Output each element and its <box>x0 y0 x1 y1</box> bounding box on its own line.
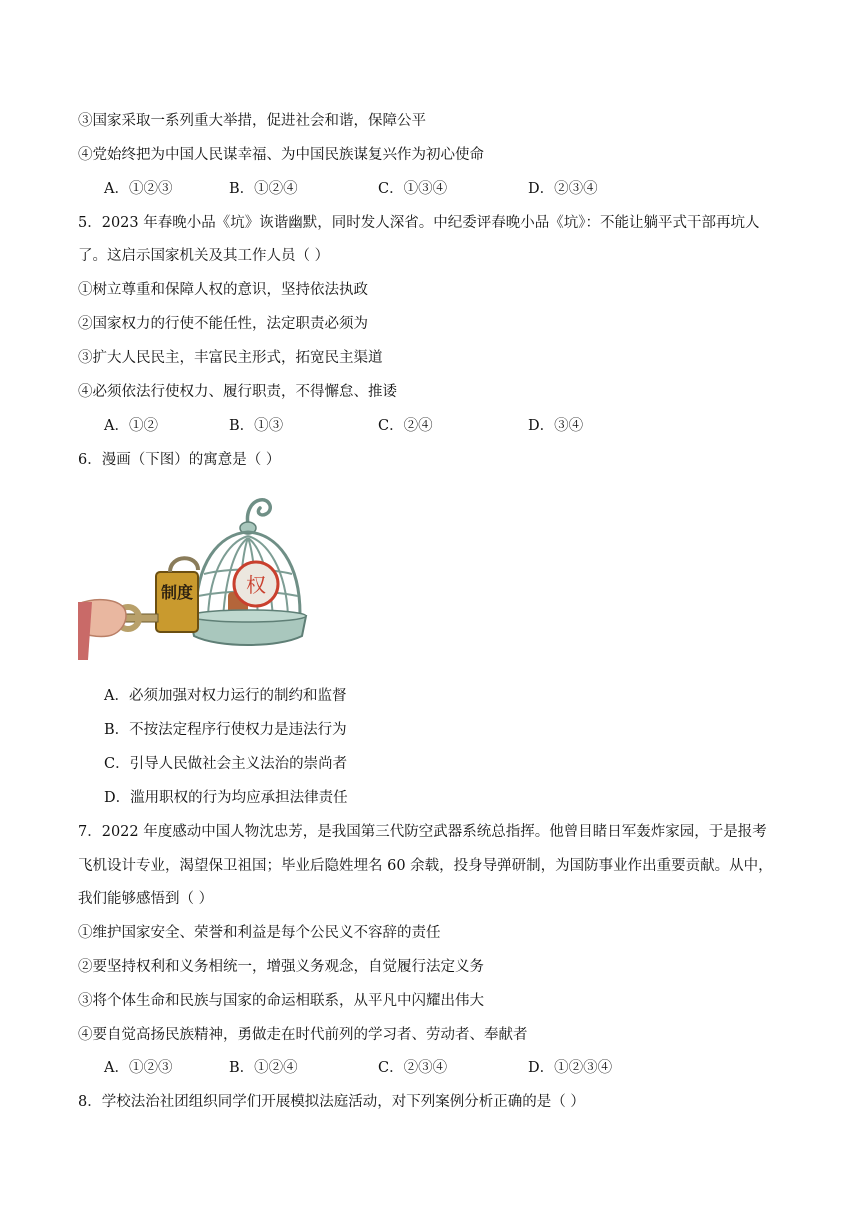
q7-option-c[interactable]: C．②③④ <box>378 1060 448 1076</box>
q7-statement-4: ④要自觉高扬民族精神，勇做走在时代前列的学习者、劳动者、奉献者 <box>78 1027 528 1043</box>
q6-stem: 6．漫画（下图）的寓意是（ ） <box>78 452 281 468</box>
q6-option-a[interactable]: A．必须加强对权力运行的制约和监督 <box>104 688 347 704</box>
q5-option-d[interactable]: D．③④ <box>528 418 584 434</box>
q7-option-b[interactable]: B．①②④ <box>229 1060 298 1076</box>
q7-statement-1: ①维护国家安全、荣誉和利益是每个公民义不容辞的责任 <box>78 925 441 941</box>
q7-statement-2: ②要坚持权利和义务相统一，增强义务观念，自觉履行法定义务 <box>78 959 484 975</box>
q7-option-a[interactable]: A．①②③ <box>104 1060 173 1076</box>
q6-option-b[interactable]: B．不按法定程序行使权力是违法行为 <box>104 722 347 738</box>
q4-option-c[interactable]: C．①③④ <box>378 181 448 197</box>
q6-option-d[interactable]: D．滥用职权的行为均应承担法律责任 <box>104 790 348 806</box>
q5-option-c[interactable]: C．②④ <box>378 418 433 434</box>
q7-stem-line-2: 飞机设计专业，渴望保卫祖国；毕业后隐姓埋名 60 余载，投身导弹研制，为国防事业作出重要贡献。从中， <box>78 858 773 874</box>
seal-character: 权 <box>246 573 266 597</box>
q4-option-a[interactable]: A．①②③ <box>104 181 173 197</box>
q7-stem-line-1: 7．2022 年度感动中国人物沈忠芳，是我国第三代防空武器系统总指挥。他曾目睹日军轰炸家园，于是报考 <box>78 824 767 840</box>
q7-stem-line-3: 我们能够感悟到（ ） <box>78 891 214 907</box>
q5-statement-3: ③扩大人民民主，丰富民主形式，拓宽民主渠道 <box>78 350 383 366</box>
q7-statement-3: ③将个体生命和民族与国家的命运相联系，从平凡中闪耀出伟大 <box>78 993 484 1009</box>
q5-option-a[interactable]: A．①② <box>104 418 158 434</box>
birdcage-cartoon <box>78 484 318 666</box>
q7-option-d[interactable]: D．①②③④ <box>528 1060 613 1076</box>
q5-statement-2: ②国家权力的行使不能任性，法定职责必须为 <box>78 316 368 332</box>
q6-option-c[interactable]: C．引导人民做社会主义法治的崇尚者 <box>104 756 348 772</box>
q4-option-d[interactable]: D．②③④ <box>528 181 598 197</box>
padlock-label: 制度 <box>160 583 194 602</box>
q4-statement-3: ③国家采取一系列重大举措，促进社会和谐，保障公平 <box>78 113 426 129</box>
q5-stem-line-1: 5．2023 年春晚小品《坑》诙谐幽默，同时发人深省。中纪委评春晚小品《坑》：不能让躺平式干部再坑人 <box>78 215 760 231</box>
q4-option-b[interactable]: B．①②④ <box>229 181 298 197</box>
q8-stem: 8．学校法治社团组织同学们开展模拟法庭活动，对下列案例分析正确的是（ ） <box>78 1094 585 1110</box>
q5-option-b[interactable]: B．①③ <box>229 418 284 434</box>
q5-statement-4: ④必须依法行使权力、履行职责，不得懈怠、推诿 <box>78 384 397 400</box>
q5-stem-line-2: 了。这启示国家机关及其工作人员（ ） <box>78 248 330 264</box>
q5-statement-1: ①树立尊重和保障人权的意识，坚持依法执政 <box>78 282 368 298</box>
q4-statement-4: ④党始终把为中国人民谋幸福、为中国民族谋复兴作为初心使命 <box>78 147 484 163</box>
